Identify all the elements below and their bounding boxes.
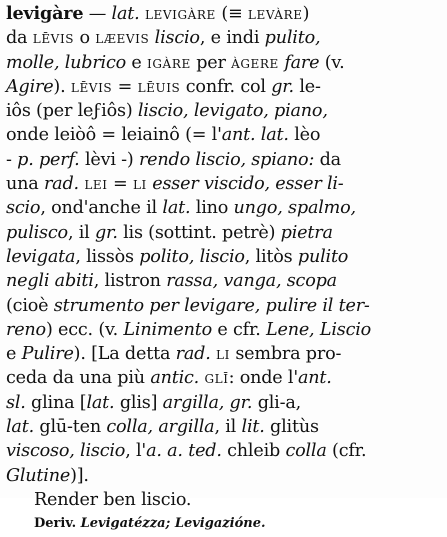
entry-text-run: lei <box>84 174 108 195</box>
entry-text-run: (≡ <box>215 4 248 24</box>
entry-text-run: p. perf. <box>17 149 80 170</box>
entry-line <box>6 366 443 390</box>
entry-text-run: gr. <box>271 76 294 97</box>
entry-text-run: gr. <box>94 222 118 243</box>
entry-text-run: levàre <box>247 4 303 24</box>
entry-text-run: pulisco <box>6 222 68 243</box>
entry-text-run: pulito <box>297 246 349 267</box>
entry-text-run: negli abiti <box>6 271 94 292</box>
entry-line <box>6 415 443 439</box>
entry-text-run: Levigatézza; Levigazióne. <box>80 516 266 532</box>
entry-text-run: ). [La detta <box>73 344 176 365</box>
entry-text-run: )]. <box>70 465 89 486</box>
entry-line <box>6 99 443 123</box>
entry-line <box>6 75 443 99</box>
entry-text-run: iôs (per leϝiôs) <box>6 101 138 122</box>
entry-text-run: a. a. ted. <box>146 441 222 462</box>
entry-line <box>6 172 443 196</box>
entry-text-run: onde leiòô = leiainô (= l' <box>6 125 222 146</box>
entry-text-run: liscio, levigato, piano, <box>137 101 328 122</box>
entry-text-run: Render ben liscio. <box>34 489 192 510</box>
entry-line <box>6 148 443 172</box>
entry-text-run: una <box>6 174 44 195</box>
entry-line <box>6 221 443 245</box>
entry-text-run: ). <box>53 76 71 97</box>
entry-text-run: chleib <box>221 441 286 462</box>
entry-text-run: pietra <box>280 222 333 243</box>
entry-text-run: rad. <box>175 344 211 365</box>
entry-text-run: ) <box>302 4 310 24</box>
entry-text-run: - <box>6 149 18 170</box>
entry-text-run: e cfr. <box>211 319 267 340</box>
entry-line <box>6 342 443 366</box>
entry-line <box>6 245 443 269</box>
entry-text-run: (v. <box>319 52 345 73</box>
entry-line <box>6 294 443 318</box>
entry-text-run: levigàre <box>144 4 216 24</box>
entry-text-run: , il <box>214 417 242 438</box>
entry-text-run: colla <box>285 441 327 462</box>
entry-text-run: molle, lubrico <box>6 52 127 73</box>
entry-text-run: e <box>126 52 148 73</box>
entry-text-run: Agire <box>6 76 54 97</box>
entry-text-run: levigàre <box>6 3 84 24</box>
entry-text-run: lēvis <box>70 76 113 97</box>
entry-text-run: igàre <box>147 52 191 73</box>
entry-text-run: lat. <box>86 392 115 413</box>
entry-text-run: = <box>112 76 138 97</box>
entry-text-run: , il <box>67 222 95 243</box>
entry-text-run: e <box>6 344 22 365</box>
entry-text-run: glū-ten <box>33 417 107 438</box>
entry-text-run: le- <box>293 76 321 97</box>
entry-text-run: per <box>190 52 232 73</box>
entry-line <box>6 196 443 220</box>
entry-text-run: (cioè <box>6 295 54 316</box>
entry-text-run: colla, argilla <box>106 417 215 438</box>
entry-text-run: lit. <box>241 417 265 438</box>
entry-text-run: viscoso, liscio <box>6 441 126 462</box>
entry-line <box>6 439 443 463</box>
entry-text-run: ungo, spalmo, <box>233 198 356 219</box>
entry-text-run: Lene, Liscio <box>266 319 372 340</box>
entry-text-run: levigata <box>6 246 76 267</box>
entry-text-run: pulito, <box>264 28 321 49</box>
entry-text-run: lèo <box>288 125 321 146</box>
entry-text-run: li <box>132 174 147 195</box>
entry-text-run: (cfr. <box>326 441 367 462</box>
entry-text-run: lèvi -) <box>79 149 139 170</box>
entry-text-run: da <box>314 149 341 170</box>
entry-text-run: scio <box>6 198 41 219</box>
entry-text-run: Glutine <box>6 465 71 486</box>
entry-text-run: lis (sottint. petrè) <box>117 222 281 243</box>
entry-text-run: , listron <box>93 271 167 292</box>
entry-line <box>6 2 443 26</box>
entry-text-run: Deriv. <box>34 516 81 532</box>
entry-line <box>6 391 443 415</box>
entry-text-run: àgere <box>231 52 279 73</box>
entry-line <box>6 318 443 342</box>
entry-text-run: , litòs <box>244 246 298 267</box>
entry-text-run: ) ecc. (v. <box>45 319 124 340</box>
entry-text-run: da <box>6 28 33 49</box>
entry-text-run: = <box>107 174 133 195</box>
entry-text-run: lat. <box>162 198 191 219</box>
entry-text-run: esser viscido, esser li- <box>152 174 344 195</box>
entry-text-run: , e indi <box>199 28 265 49</box>
entry-text-run: glis] <box>114 392 163 413</box>
entry-text-run: læevis <box>95 28 150 49</box>
entry-line <box>6 464 443 488</box>
entry-text-run: ant. lat. <box>221 125 289 146</box>
entry-text-run: sl. <box>6 392 26 413</box>
entry-text-run: rendo liscio, spiano: <box>138 149 315 170</box>
entry-text-run: Pulire <box>21 344 74 365</box>
entry-text-run: reno <box>6 319 46 340</box>
entry-text-run: Linimento <box>123 319 212 340</box>
entry-text-run: lēvis <box>32 28 75 49</box>
entry-text-run: rad. <box>43 174 79 195</box>
entry-line <box>6 123 443 147</box>
entry-text-run: lēuis <box>137 76 181 97</box>
entry-text-run: li <box>216 344 230 365</box>
entry-text-run: ant. <box>297 368 332 389</box>
entry-line <box>6 51 443 75</box>
entry-line <box>6 488 443 512</box>
entry-line <box>6 269 443 293</box>
entry-text-run: o <box>74 28 96 49</box>
entry-text-run: rassa, vanga, scopa <box>166 271 337 292</box>
entry-text-run: — <box>83 4 112 24</box>
entry-line <box>6 512 443 536</box>
entry-text-run: liscio <box>154 28 200 49</box>
entry-text-run: , lissòs <box>75 246 140 267</box>
entry-line <box>6 26 443 50</box>
entry-text-run: polito, liscio <box>139 246 245 267</box>
entry-text-run: ceda da una più <box>6 368 151 389</box>
entry-text-run: , l' <box>125 441 147 462</box>
entry-text-run: antic. <box>150 368 200 389</box>
entry-text-run: lat. <box>111 4 140 24</box>
dictionary-entry-levigare <box>6 2 443 537</box>
entry-text-run: argilla, gr. <box>162 392 253 413</box>
entry-text-run: glī <box>204 368 229 389</box>
entry-text-run: lino <box>190 198 234 219</box>
entry-text-run: lat. <box>6 417 34 438</box>
entry-text-run: confr. col <box>180 76 272 97</box>
entry-text-run: sembra pro- <box>229 344 342 365</box>
entry-text-run: gli-a, <box>252 392 302 413</box>
entry-text-run: , ond'anche il <box>40 198 163 219</box>
entry-text-run: glitùs <box>264 417 319 438</box>
entry-text-run: fare <box>284 52 320 73</box>
entry-text-run: glina [ <box>25 392 87 413</box>
entry-text-run: : onde l' <box>228 368 298 389</box>
entry-text-run: strumento per levigare, pulire il ter- <box>53 295 370 316</box>
